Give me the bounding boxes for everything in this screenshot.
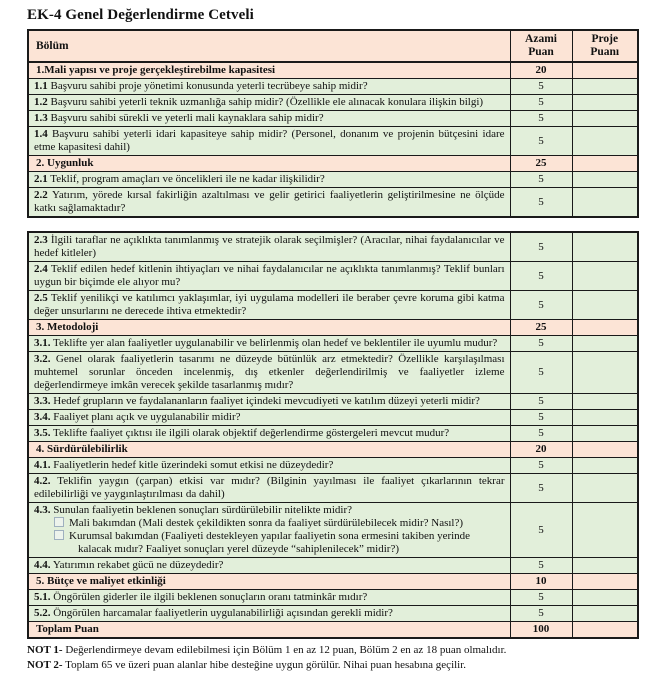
criterion-cell: 3.3. Hedef grupların ve faydalananların faaliyet içindeki mevcudiyeti ve katılım düzeyi yeterli midir?	[28, 394, 510, 410]
table-row	[28, 156, 638, 172]
project-score-cell	[572, 410, 638, 426]
max-score-cell: 5	[510, 458, 572, 474]
table-row	[28, 622, 638, 639]
note-1-text: Değerlendirmeye devam edilebilmesi için Bölüm 1 en az 12 puan, Bölüm 2 en az 18 puan olmalıdır.	[65, 644, 507, 656]
criterion-cell: 4.2. Teklifin yaygın (çarpan) etkisi var mıdır? (Bilginin yayılması ile faaliyet çıkarlarının tekrar edilebilirliği ve yaygınlaştırılması da dahil)	[28, 474, 510, 503]
project-score-cell	[572, 442, 638, 458]
table-row	[28, 503, 638, 558]
checklist-line: Kurumsal bakımdan (Faaliyeti destekleyen yapılar faaliyetin sona ermesini takiben yerinde kalacak mıdır? Faaliyet sonuçları yerel düzeyde “sahiplenilecek” midir?)	[34, 530, 505, 556]
table-row	[28, 394, 638, 410]
checkbox-icon	[54, 517, 64, 527]
column-header-azami-puan: Azami Puan	[510, 30, 572, 62]
project-score-cell	[572, 458, 638, 474]
page-title: EK-4 Genel Değerlendirme Cetveli	[27, 7, 254, 23]
table-row	[28, 95, 638, 111]
section-title-cell: 5. Bütçe ve maliyet etkinliği	[28, 574, 510, 590]
max-score-cell: 5	[510, 503, 572, 558]
project-score-cell	[572, 127, 638, 156]
table-row	[28, 458, 638, 474]
criterion-number: 3.5.	[34, 427, 51, 439]
table-row	[28, 590, 638, 606]
note-1	[27, 643, 637, 658]
table-row	[28, 111, 638, 127]
criterion-cell: 1.4 Başvuru sahibi yeterli idari kapasiteye sahip midir? (Personel, donanım ve projenin bütçesini idare etme kapasitesi dahil)	[28, 127, 510, 156]
table-row	[28, 558, 638, 574]
criterion-number: 2.5	[34, 292, 48, 304]
max-score-cell: 5	[510, 558, 572, 574]
project-score-cell	[572, 590, 638, 606]
header-row	[28, 30, 638, 62]
criterion-cell: 4.4. Yatırımın rekabet gücü ne düzeydedir?	[28, 558, 510, 574]
max-score-cell: 5	[510, 590, 572, 606]
project-score-cell	[572, 336, 638, 352]
criterion-cell: 1.3 Başvuru sahibi sürekli ve yeterli mali kaynaklara sahip midir?	[28, 111, 510, 127]
section-title-cell: 3. Metodoloji	[28, 320, 510, 336]
project-score-cell	[572, 232, 638, 262]
table-row	[28, 232, 638, 262]
max-score-cell: 20	[510, 442, 572, 458]
criterion-cell: 2.1 Teklif, program amaçları ve öncelikleri ile ne kadar ilişkilidir?	[28, 172, 510, 188]
max-score-cell: 5	[510, 474, 572, 503]
project-score-cell	[572, 79, 638, 95]
table-row	[28, 426, 638, 442]
criterion-number: 4.3.	[34, 504, 51, 516]
max-score-cell: 5	[510, 127, 572, 156]
column-header-proje-puani: Proje Puanı	[572, 30, 638, 62]
project-score-cell	[572, 111, 638, 127]
criterion-number: 2.2	[34, 189, 48, 201]
criterion-cell: 2.2 Yatırım, yörede kırsal fakirliğin azaltılması ve gelir getirici faaliyetlerin geliştirilmesine ne ölçüde katkı sağlamaktadır?	[28, 188, 510, 218]
criterion-cell: 2.5 Teklif yenilikçi ve katılımcı yaklaşımlar, iyi uygulama modelleri ile beraber çevre koruma gibi katma değer unsurlarını ne derecede ihtiva etmektedir?	[28, 291, 510, 320]
project-score-cell	[572, 172, 638, 188]
max-score-cell: 5	[510, 426, 572, 442]
table-row	[28, 188, 638, 218]
criterion-cell: 2.3 İlgili taraflar ne açıklıkta tanımlanmış ve stratejik olarak seçilmişler? (Aracılar, nihai faydalanıcılar ve hedef kitleler)	[28, 232, 510, 262]
note-1-label: NOT 1-	[27, 644, 63, 656]
criterion-cell: 3.1. Teklifte yer alan faaliyetler uygulanabilir ve belirlenmiş olan hedef ve beklentiler ile uyumlu mudur?	[28, 336, 510, 352]
table-row	[28, 291, 638, 320]
criterion-cell: 5.1. Öngörülen giderler ile ilgili beklenen sonuçların oranı tatminkâr mıdır?	[28, 590, 510, 606]
project-score-cell	[572, 503, 638, 558]
max-score-cell: 25	[510, 320, 572, 336]
criterion-number: 1.4	[34, 128, 48, 140]
table-row	[28, 574, 638, 590]
project-score-cell	[572, 291, 638, 320]
criterion-cell: 1.1 Başvuru sahibi proje yönetimi konusunda yeterli tecrübeye sahip midir?	[28, 79, 510, 95]
max-score-cell: 20	[510, 62, 572, 79]
page-break-gap	[27, 218, 637, 231]
table-body-part-1	[28, 62, 638, 217]
max-score-cell: 5	[510, 291, 572, 320]
table-row	[28, 320, 638, 336]
max-score-cell: 25	[510, 156, 572, 172]
max-score-cell: 5	[510, 394, 572, 410]
table-row	[28, 474, 638, 503]
criterion-cell: 3.5. Teklifte faaliyet çıktısı ile ilgili olarak objektif değerlendirme göstergeleri mevcut mudur?	[28, 426, 510, 442]
section-title-cell: 4. Sürdürülebilirlik	[28, 442, 510, 458]
criterion-number: 1.3	[34, 112, 48, 124]
criterion-number: 3.2.	[34, 353, 51, 365]
table-row	[28, 62, 638, 79]
criterion-cell: 5.2. Öngörülen harcamalar faaliyetlerin uygulanabilirliği açısından gerekli midir?	[28, 606, 510, 622]
max-score-cell: 5	[510, 232, 572, 262]
max-score-cell: 5	[510, 336, 572, 352]
criterion-cell: 2.4 Teklif edilen hedef kitlenin ihtiyaçları ve nihai faydalanıcılar ne açıklıkta tanımlanmış? Teklif bunları uygun bir biçimde ele alıyor mu?	[28, 262, 510, 291]
max-score-cell: 10	[510, 574, 572, 590]
criterion-number: 3.4.	[34, 411, 51, 423]
project-score-cell	[572, 394, 638, 410]
note-2-label: NOT 2-	[27, 659, 63, 671]
criterion-cell: 4.1. Faaliyetlerin hedef kitle üzerindeki somut etkisi ne düzeydedir?	[28, 458, 510, 474]
criterion-number: 5.2.	[34, 607, 51, 619]
max-score-cell: 5	[510, 111, 572, 127]
criterion-number: 4.1.	[34, 459, 51, 471]
project-score-cell	[572, 62, 638, 79]
criterion-cell: 3.2. Genel olarak faaliyetlerin tasarımı ne düzeyde bütünlük arz etmektedir? Özellikle karşılaşılması muhtemel sorunlar önceden incelenmiş, dış etkenler değerlendirilmiş ve faaliyetler izleme değerlendirmeye imkân verecek şekilde tasarlanmış mıdır?	[28, 352, 510, 394]
max-score-cell: 5	[510, 79, 572, 95]
criterion-number: 4.4.	[34, 559, 51, 571]
note-2-text: Toplam 65 ve üzeri puan alanlar hibe desteğine uygun görülür. Nihai puan hesabına geçilir.	[65, 659, 467, 671]
table-row	[28, 606, 638, 622]
column-header-bolum: Bölüm	[28, 30, 510, 62]
max-score-cell: 5	[510, 172, 572, 188]
max-score-cell: 5	[510, 606, 572, 622]
criterion-cell: 4.3. Sunulan faaliyetin beklenen sonuçları sürdürülebilir nitelikte midir? Mali bakımdan (Mali destek çekildikten sonra da faaliyet sürdürülebilecek midir? Nasıl?) Kurumsal bakımdan (Faaliyeti destekleyen yapılar faaliyetin sona ermesini takiben yerinde kalacak mıdır? Faaliyet sonuçları yerel düzeyde “sahiplenilecek” midir?)	[28, 503, 510, 558]
section-title-cell: 2. Uygunluk	[28, 156, 510, 172]
criterion-cell: 1.2 Başvuru sahibi yeterli teknik uzmanlığa sahip midir? (Özellikle ele alınacak konulara ilişkin bilgi)	[28, 95, 510, 111]
criterion-number: 3.3.	[34, 395, 51, 407]
project-score-cell	[572, 320, 638, 336]
project-score-cell	[572, 188, 638, 218]
table-row	[28, 127, 638, 156]
table-row	[28, 352, 638, 394]
project-score-cell	[572, 574, 638, 590]
project-score-cell	[572, 622, 638, 639]
max-score-cell: 100	[510, 622, 572, 639]
table-row	[28, 79, 638, 95]
evaluation-table-part-2	[27, 231, 639, 639]
table-body-part-2	[28, 232, 638, 638]
project-score-cell	[572, 558, 638, 574]
criterion-number: 2.1	[34, 173, 48, 185]
table-row	[28, 262, 638, 291]
project-score-cell	[572, 474, 638, 503]
criterion-number: 1.2	[34, 96, 48, 108]
max-score-cell: 5	[510, 188, 572, 218]
checklist-line: Mali bakımdan (Mali destek çekildikten sonra da faaliyet sürdürülebilecek midir? Nasıl?)	[34, 517, 505, 530]
section-title-cell: Toplam Puan	[28, 622, 510, 639]
section-title-cell: 1.Mali yapısı ve proje gerçekleştirebilme kapasitesi	[28, 62, 510, 79]
max-score-cell: 5	[510, 410, 572, 426]
project-score-cell	[572, 95, 638, 111]
table-row	[28, 336, 638, 352]
project-score-cell	[572, 426, 638, 442]
table-row	[28, 172, 638, 188]
project-score-cell	[572, 352, 638, 394]
criterion-number: 1.1	[34, 80, 48, 92]
criterion-number: 5.1.	[34, 591, 51, 603]
criterion-number: 2.4	[34, 263, 48, 275]
project-score-cell	[572, 156, 638, 172]
max-score-cell: 5	[510, 262, 572, 291]
criterion-number: 3.1.	[34, 337, 51, 349]
project-score-cell	[572, 606, 638, 622]
checkbox-icon	[54, 530, 64, 540]
evaluation-table-part-1	[27, 29, 639, 218]
note-2	[27, 658, 637, 673]
table-row	[28, 410, 638, 426]
notes	[27, 643, 637, 673]
criterion-number: 2.3	[34, 234, 48, 246]
criterion-number: 4.2.	[34, 475, 51, 487]
criterion-cell: 3.4. Faaliyet planı açık ve uygulanabilir midir?	[28, 410, 510, 426]
table-row	[28, 442, 638, 458]
project-score-cell	[572, 262, 638, 291]
max-score-cell: 5	[510, 352, 572, 394]
max-score-cell: 5	[510, 95, 572, 111]
